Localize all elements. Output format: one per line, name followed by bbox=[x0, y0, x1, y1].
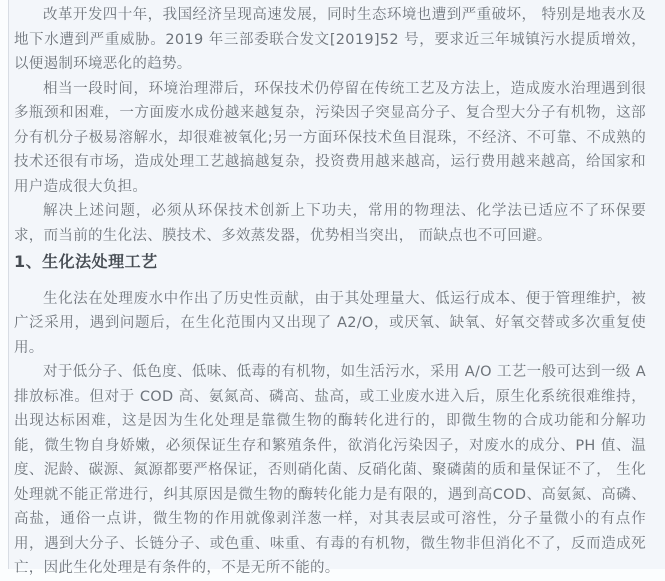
document-page bbox=[8, 0, 665, 576]
paragraph-biochemical-limits: 对于低分子、低色度、低味、低毒的有机物，如生活污水，采用 A/O 工艺一般可达到一级 A 排放标准。但对于 COD 高、氨氮高、磷高、盐高，或工业废水进入后，原生化系统很难维持，出现达标困难，这是因为生化处理是靠微生物的酶转化进行的，即微生物的合成功能和分解功能，微生物自身娇嫩，必须保证生存和繁殖条件，欲消化污染因子，对废水的成分、PH 值、温度、泥龄、碳源、氮源都要严格保证，否则硝化菌、反硝化菌、聚磷菌的质和量保证不了， 生化处理就不能正常进行，纠其原因是微生物的酶转化能力是有限的，遇到高COD、高氨氮、高磷、高盐，通俗一点讲，微生物的作用就像剥洋葱一样，对其表层或可溶性，分子量微小的有点作用，遇到大分子、长链分子、或色重、味重、有毒的有机物，微生物非但消化不了，反而造成死亡，因此生化处理是有条件的，不是无所不能的。 bbox=[14, 364, 646, 576]
paragraph-biochemical-history: 生化法在处理废水中作出了历史性贡献，由于其处理量大、低运行成本、便于管理维护，被广泛采用，遇到问题后，在生化范围内又出现了 A2/O，或厌氧、缺氧、好氧交替或多次重复使用。 bbox=[14, 290, 646, 356]
paragraph-intro: 改革开发四十年，我国经济呈现高速发展，同时生态环境也遭到严重破坏， 特别是地表水及地下水遭到严重威胁。2019 年三部委联合发文[2019]52 号，要求近三年城镇污水提质增效，以便遏制环境恶化的趋势。 bbox=[14, 7, 646, 72]
paragraph-solution-overview: 解决上述问题，必须从环保技术创新上下功夫，常用的物理法、化学法已适应不了环保要求，而当前的生化法、膜技术、多效蒸发器，优势相当突出， 而缺点也不可回避。 bbox=[14, 203, 646, 244]
section-heading-biochemical-process: 1、生化法处理工艺 bbox=[14, 252, 158, 271]
paragraph-problem-background: 相当一段时间，环境治理滞后，环保技术仍停留在传统工艺及方法上，造成废水治理遇到很多瓶颈和困难，一方面废水成份越来越复杂，污染因子突显高分子、复合型大分子有机物，这部分有机分子极易溶解水，却很难被氧化;另一方面环保技术鱼目混珠，不经济、不可靠、不成熟的技术还很有市场，造成处理工艺越搞越复杂，投资费用越来越高，运行费用越来越高，给国家和用户造成很大负担。 bbox=[14, 80, 646, 195]
document-body bbox=[14, 3, 646, 581]
